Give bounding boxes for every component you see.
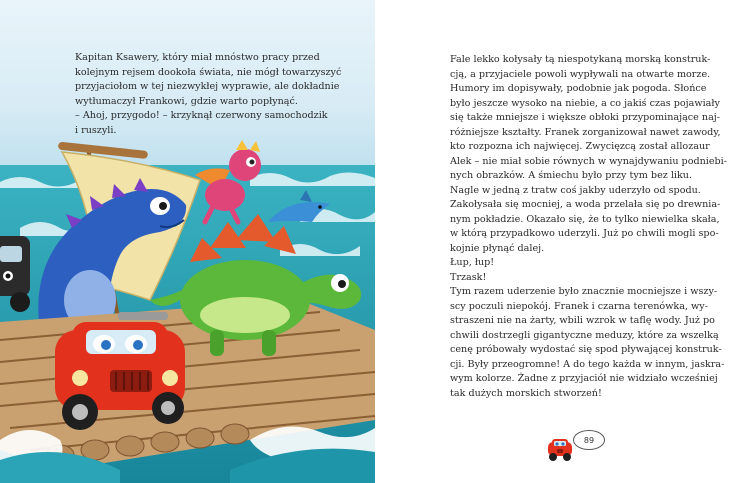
- paragraph: [63, 109, 328, 138]
- paragraph: [438, 53, 727, 184]
- text-line: w którą przypadkowo uderzyli. Już po chwili mogli spo-: [450, 228, 719, 239]
- page-number: 89: [573, 430, 605, 450]
- text-line: Łup, łup!: [450, 257, 495, 268]
- paragraph: [63, 51, 342, 109]
- text-line: wym kolorze. Żadne z przyjaciół nie widziało wcześniej: [450, 373, 718, 384]
- text-line: – Ahoj, przygodo! – krzyknął czerwony samochodzik: [75, 110, 328, 121]
- right-page-text: [438, 53, 727, 401]
- red-car-icon: [545, 434, 575, 464]
- paragraph: [438, 285, 725, 401]
- text-line: chwili dostrzegli gigantyczne meduzy, które za wszelką: [450, 329, 719, 341]
- paragraph: [438, 256, 688, 271]
- text-line: Nagle w jedną z tratw coś jakby uderzyło od spodu.: [450, 184, 701, 196]
- text-line: Trzask!: [450, 271, 487, 283]
- text-line: cenę próbowały wydostać się spod pływającej konstruk-: [450, 344, 722, 355]
- text-line: Kapitan Ksawery, który miał mnóstwo pracy przed: [75, 52, 320, 63]
- paragraph: [438, 271, 688, 286]
- text-line: tak dużych morskich stworzeń!: [450, 387, 602, 399]
- text-line: było jeszcze wysoko na niebie, a co jakiś czas pojawiały: [450, 97, 720, 109]
- text-line: kolejnym rejsem dookoła świata, nie mógł towarzyszyć: [75, 66, 342, 78]
- text-line: kojnie płynąć dalej.: [450, 242, 545, 254]
- text-line: cji. Były przeogromne! A do tego każda w innym, jaskra-: [450, 358, 725, 370]
- paragraph: [438, 184, 721, 257]
- text-line: przyjaciołom w tej niezwykłej wyprawie, ale dokładnie: [75, 81, 340, 92]
- text-line: nych obrazków. A śmiechu było przy tym bez liku.: [450, 170, 693, 181]
- text-line: kto rozpozna ich najwięcej. Zwycięzcą został allozaur: [450, 141, 710, 152]
- text-line: Zakołysała się mocniej, a woda przelała się po drewnia-: [450, 199, 721, 210]
- text-line: Tym razem uderzenie było znacznie mocniejsze i wszy-: [450, 286, 718, 297]
- text-line: się także mniejsze i większe obłoki przypominające naj-: [450, 112, 721, 123]
- text-line: wytłumaczył Frankowi, gdzie warto popłynąć.: [75, 95, 298, 107]
- text-line: i ruszyli.: [75, 124, 117, 136]
- text-line: straszeni nie na żarty, wbili wzrok w taflę wody. Już po: [450, 315, 715, 326]
- page-number-area: [545, 428, 605, 468]
- right-page: [375, 0, 750, 483]
- text-line: Alek – nie miał sobie równych w wynajdywaniu podniebi-: [450, 155, 727, 167]
- text-line: scy poczuli niepokój. Franek i czarna terenówka, wy-: [450, 300, 708, 312]
- text-line: nym pokładzie. Okazało się, że to tylko niewielka skała,: [450, 213, 720, 225]
- text-line: cją, a przyjaciele powoli wypływali na otwarte morze.: [450, 68, 711, 80]
- text-line: Humory im dopisywały, podobnie jak pogoda. Słońce: [450, 83, 707, 94]
- text-line: Fale lekko kołysały tą niespotykaną morską konstruk-: [450, 54, 711, 65]
- text-line: różniejsze kształty. Franek zorganizował nawet zawody,: [450, 126, 721, 138]
- left-page-text: [63, 51, 342, 138]
